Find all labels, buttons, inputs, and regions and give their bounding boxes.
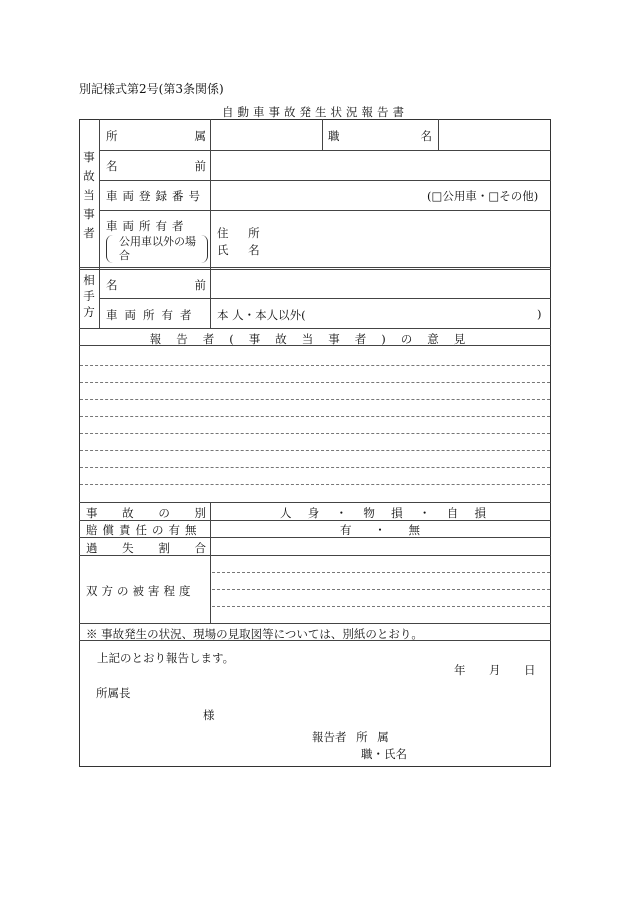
accident-type-options: [280, 505, 486, 521]
name-label: 名 前: [106, 159, 206, 173]
divider: [322, 119, 323, 150]
writing-line: [80, 484, 550, 485]
divider: [79, 623, 551, 624]
writing-line: [212, 606, 550, 607]
fault-ratio-label: 過 失 割 合: [86, 541, 206, 555]
report-text: 上記のとおり報告します。: [97, 651, 235, 665]
registration-label: 車両登録番号: [106, 189, 205, 203]
day-label: 日: [524, 663, 536, 677]
option-char: 身: [307, 506, 320, 520]
address-label: 住 所: [217, 226, 268, 240]
writing-line: [80, 382, 550, 383]
honorific-label: 様: [203, 708, 215, 722]
form-frame: [79, 119, 551, 767]
divider: [210, 119, 211, 328]
writing-line: [80, 399, 550, 400]
divider: [99, 150, 551, 151]
owner-name-label: 氏 名: [217, 243, 268, 257]
writing-line: [80, 450, 550, 451]
reporter-label: 報告者 所 属: [312, 730, 389, 744]
option-char: 損: [474, 506, 486, 520]
writing-line: [212, 572, 550, 573]
divider: [210, 502, 211, 623]
option-char: ・: [374, 523, 386, 537]
divider: [99, 210, 551, 211]
recipient-label: 所属長: [96, 686, 131, 700]
divider: [99, 180, 551, 181]
form-number: 別記様式第2号(第3条関係): [79, 82, 224, 96]
other-owner-value: 本 人・本人以外(: [217, 308, 306, 322]
divider: [79, 267, 551, 268]
option-char: ・: [335, 506, 348, 520]
option-char: 物: [363, 506, 375, 520]
writing-line: [80, 433, 550, 434]
close-paren: ): [537, 307, 542, 321]
writing-line: [80, 467, 550, 468]
divider: [79, 269, 551, 270]
owner-note: 公用車以外の場合: [119, 235, 196, 262]
note-text: ※ 事故発生の状況、現場の見取図等については、別紙のとおり。: [86, 627, 423, 641]
other-owner-label: 車両所有者: [106, 308, 199, 322]
position-label: 職 名: [328, 129, 432, 143]
form-title: 自動車事故発生状況報告書: [222, 105, 408, 119]
option-char: 無: [408, 523, 420, 537]
option-char: 有: [340, 523, 352, 537]
reporter-name-label: 職・氏名: [361, 747, 407, 761]
writing-line: [212, 589, 550, 590]
liability-options: [340, 522, 420, 538]
opinion-header: 報告者(事故当事者)の意見: [149, 332, 481, 346]
damage-label: 双方の被害程度: [86, 584, 195, 598]
writing-line: [80, 416, 550, 417]
affiliation-label: 所 属: [106, 129, 206, 143]
option-char: 人: [280, 506, 292, 520]
divider: [99, 298, 551, 299]
vehicle-type-options: (□公用車・□その他): [427, 189, 539, 203]
divider: [99, 119, 100, 328]
year-label: 年: [454, 663, 466, 677]
other-party-label: 相手方: [83, 273, 95, 319]
writing-line: [80, 365, 550, 366]
accident-type-label: 事 故 の 別: [86, 506, 206, 520]
option-char: 自: [446, 506, 459, 520]
liability-label: 賠償責任の有無: [86, 523, 202, 537]
divider: [79, 502, 551, 503]
option-char: 損: [391, 506, 403, 520]
option-char: ・: [418, 506, 431, 520]
owner-label: 車両所有者: [106, 219, 189, 233]
other-name-label: 名 前: [106, 278, 206, 292]
party-section-label: 事故当事者: [83, 150, 95, 240]
divider: [438, 119, 439, 150]
month-label: 月: [489, 663, 501, 677]
divider: [79, 328, 551, 329]
